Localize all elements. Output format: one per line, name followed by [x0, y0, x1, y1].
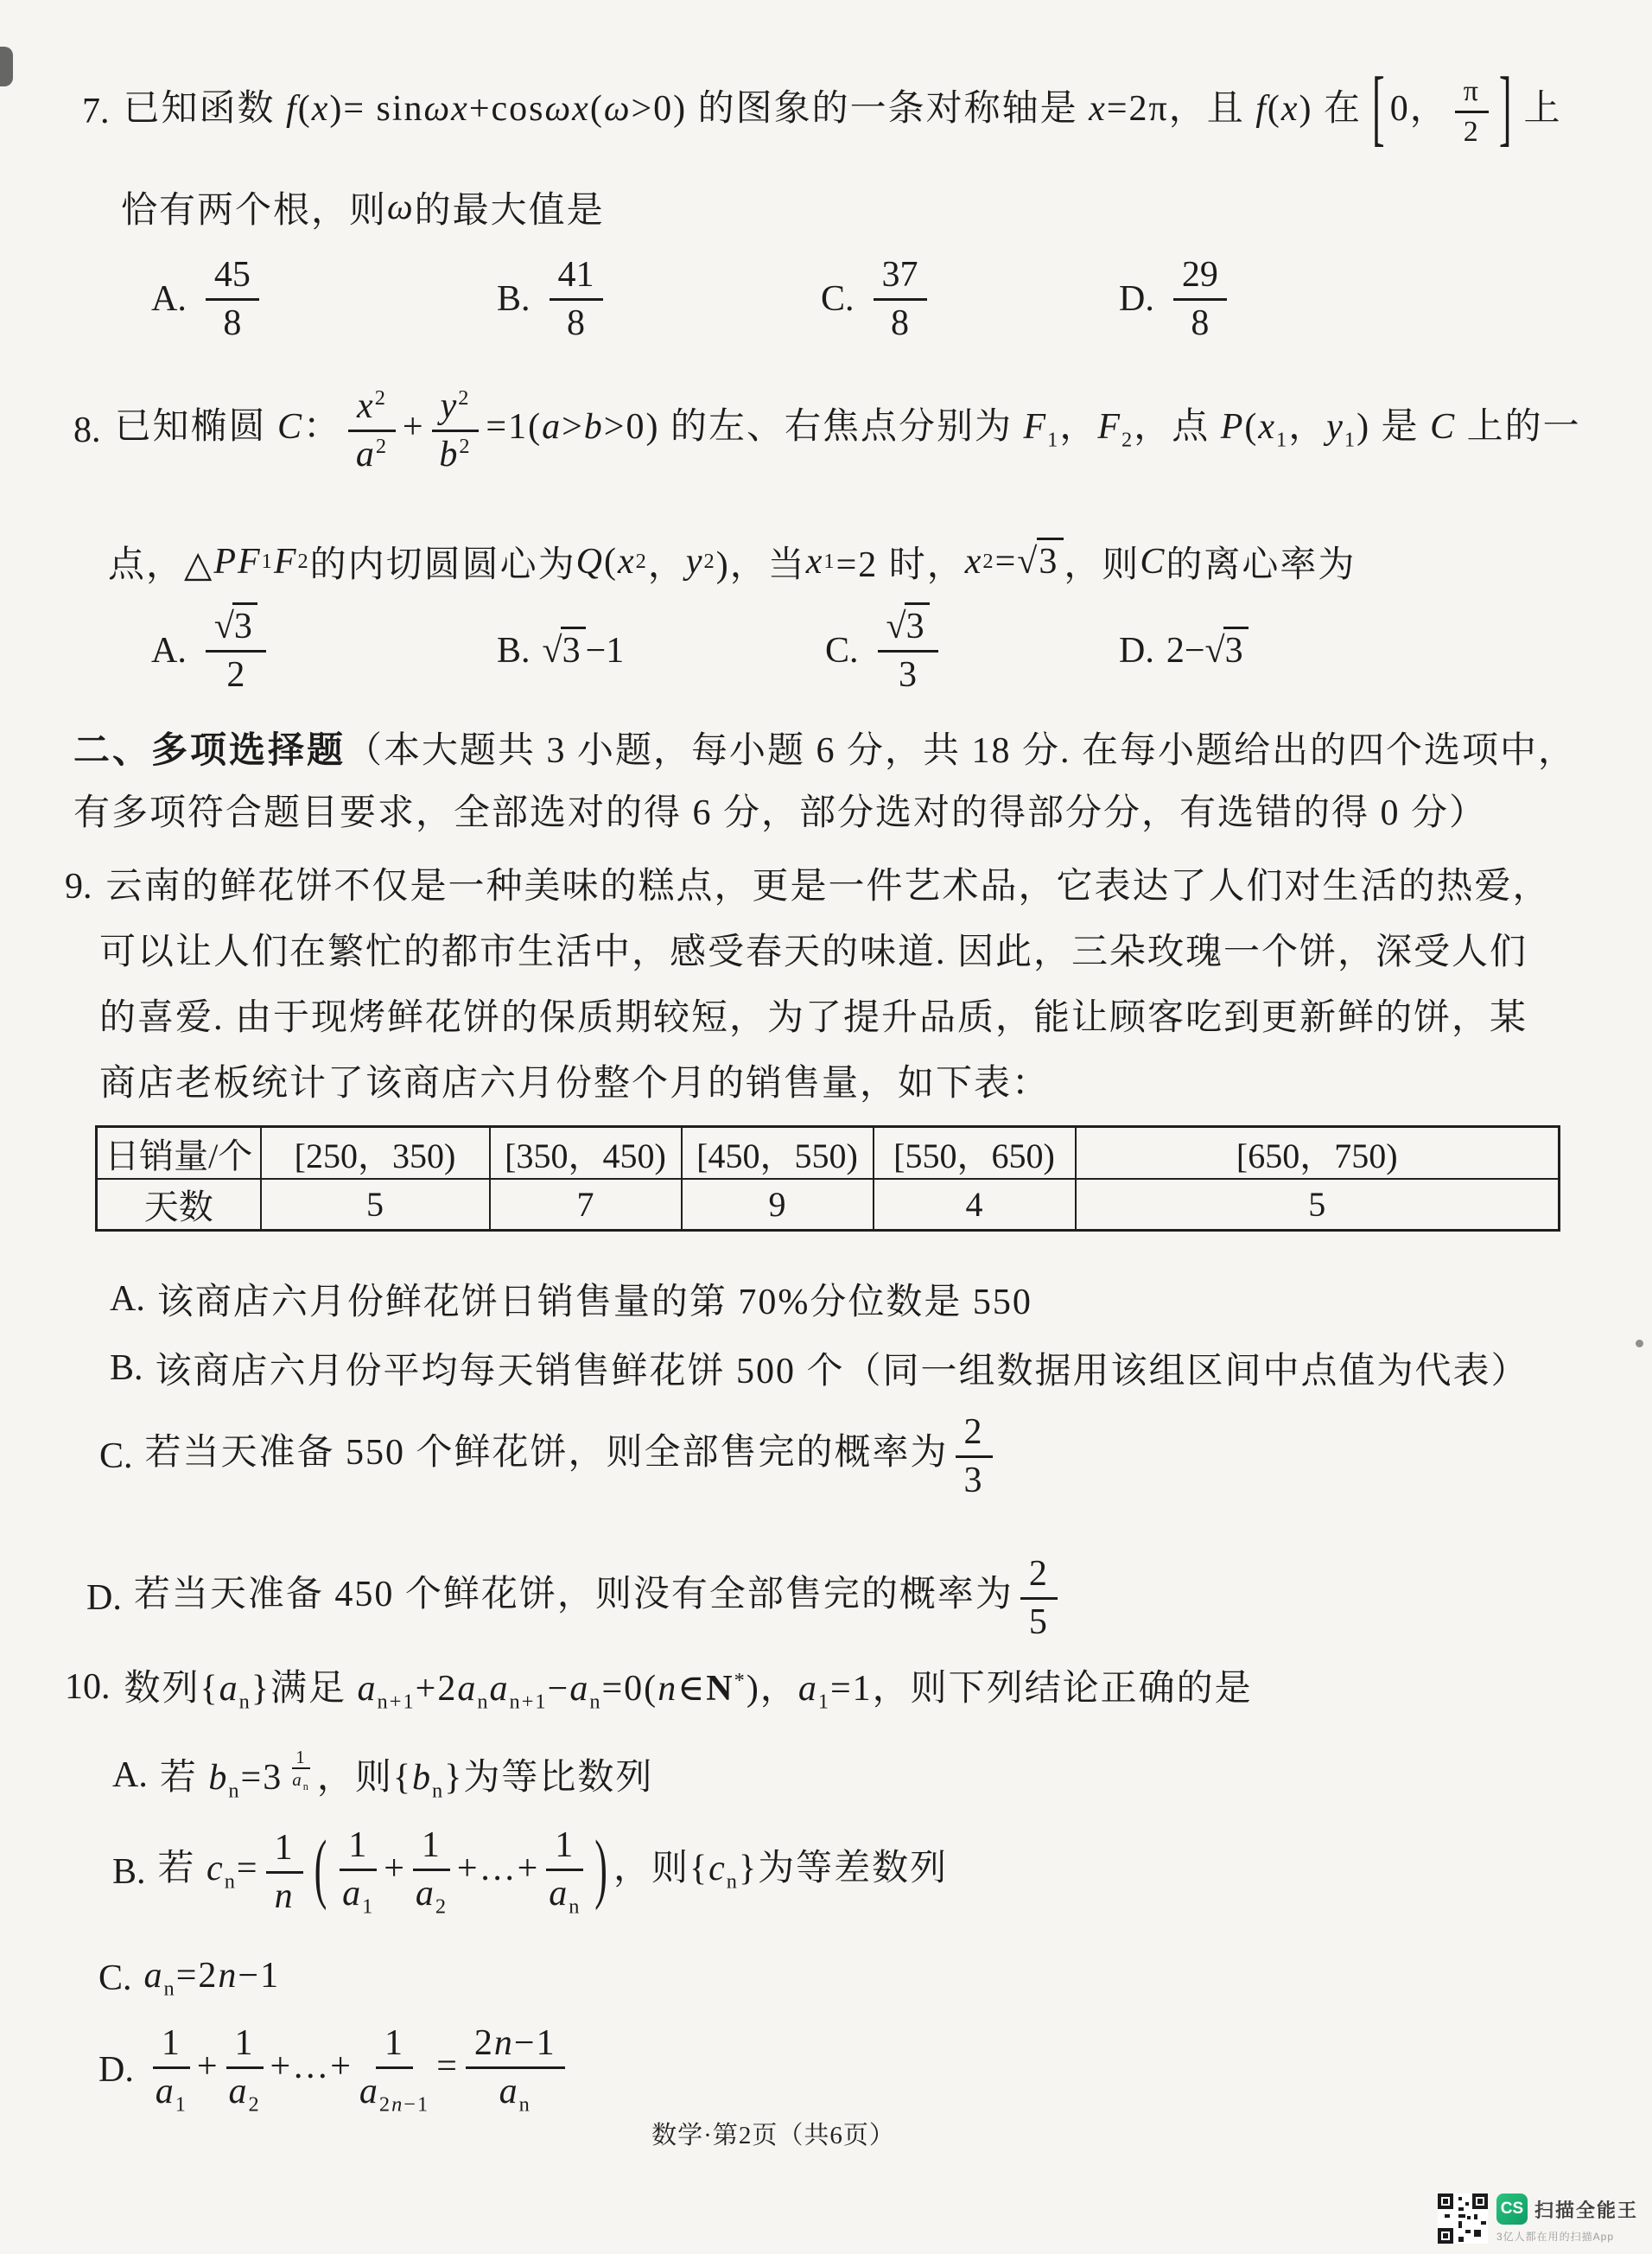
sales-table	[95, 1125, 1560, 1232]
table-cell: [650，750)	[1076, 1127, 1560, 1180]
option-label: D.	[86, 1578, 122, 1618]
question-number: 9.	[65, 867, 92, 907]
question-7-options-row	[82, 251, 1590, 347]
option-value: 若当天准备 550 个鲜花饼，则全部售完的概率为 $\frac{2}{3}$	[145, 1413, 1000, 1499]
option-label: D.	[1119, 631, 1154, 671]
table-cell: 5	[261, 1179, 490, 1231]
option-c	[99, 1411, 1604, 1501]
question-number: 7.	[82, 92, 110, 131]
question-stem: 云南的鲜花饼不仅是一种美味的糕点，更是一件艺术品，它表达了人们对生活的热爱，	[105, 867, 1551, 907]
option-label: A.	[151, 279, 187, 319]
question-10	[65, 1659, 1610, 2114]
option-value: $\frac{29}{8}$	[1166, 256, 1234, 341]
option-value: 若当天准备 450 个鲜花饼，则没有全部售完的概率为 $\frac{2}{5}$	[134, 1555, 1064, 1640]
question-8-stem-line-1	[73, 370, 1596, 491]
option-label: B.	[497, 631, 531, 671]
option-value: 该商店六月份平均每天销售鲜花饼 500 个（同一组数据用该组区间中点值为代表）	[155, 1352, 1529, 1391]
table-cell: [250，350)	[261, 1127, 490, 1180]
question-stem: 已知椭圆 C： $\frac{x^2}{a^2}$ + $\frac{y^2}{b^2}$ =1(a>b>0) 的左、右焦点分别为 $F_1$，$F_2$，点 $P(x_1$，$y_1$) 是 C 上的一	[114, 386, 1581, 474]
section-2-header	[73, 720, 1601, 844]
scanner-app-tagline: 3亿人都在用的扫描App	[1496, 2231, 1615, 2243]
scan-artifact-dot	[1636, 1340, 1643, 1347]
table-cell: [350，450)	[490, 1127, 682, 1180]
option-c	[821, 251, 934, 347]
option-value: 若 $c_n=$ $\frac{1}{n}$ ( $\frac{1}{a_1}$ + $\frac{1}{a_2}$ +…+ $\frac{1}{a_n}$ ) ，则$\{c_n\}$为等差数列	[157, 1824, 949, 1918]
table-row-days	[97, 1179, 1560, 1231]
option-a	[110, 1275, 1604, 1323]
option-d	[86, 1553, 1604, 1643]
option-value: 若 $b_n=3$ 1 $a_n$ ，则$\{b_n\}$为等比数列	[159, 1746, 654, 1803]
table-cell: 5	[1076, 1179, 1560, 1231]
table-cell: [550，650)	[874, 1127, 1076, 1180]
option-label: A.	[151, 631, 187, 671]
question-stem: 数列$\{a_n\}$满足 $a_{n+1}+2a_na_{n+1}-a_n=0(n\in N^*)$，$a_1=1$，则下列结论正确的是	[124, 1669, 1253, 1714]
scanner-watermark	[1438, 2192, 1638, 2245]
option-d	[98, 2023, 1610, 2116]
option-b	[110, 1344, 1604, 1392]
option-label: D.	[98, 2050, 134, 2090]
option-a	[112, 1737, 1610, 1813]
question-9-stem-line-4: 商店老板统计了该商店六月份整个月的销售量，如下表：	[99, 1064, 1051, 1104]
scanner-app-name: 扫描全能王	[1534, 2199, 1638, 2221]
option-value: $\frac{1}{a_1}$ + $\frac{1}{a_2}$ +…+ $\frac{1}{a_{2n-1}}$ = $\frac{2n-1}{a_n}$	[146, 2024, 572, 2115]
page-footer: 数学·第2页（共6页）	[651, 2122, 895, 2149]
option-label: A.	[110, 1279, 145, 1319]
option-label: C.	[98, 1958, 132, 1998]
option-c	[98, 1955, 1610, 2002]
question-number: 8.	[73, 411, 101, 450]
option-label: A.	[112, 1755, 148, 1795]
option-label: C.	[821, 279, 855, 319]
option-label: D.	[1119, 279, 1154, 319]
option-label: C.	[99, 1436, 133, 1476]
section-header-line-1: 二、多项选择题（本大题共 3 小题，每小题 6 分，共 18 分. 在每小题给出的四个选项中，	[73, 731, 1577, 771]
table-row-daily-sales	[97, 1127, 1560, 1180]
option-value: $\frac{√3}{3}$	[871, 608, 945, 693]
question-9-stem-line-2: 可以让人们在繁忙的都市生活中，感受春天的味道. 因此，三朵玫瑰一个饼，深受人们	[99, 933, 1528, 972]
camscanner-logo-icon: CS	[1496, 2194, 1528, 2225]
question-9-stem-line-1	[65, 854, 1604, 920]
option-d	[1119, 607, 1249, 695]
option-label: C.	[825, 631, 859, 671]
option-label: B.	[110, 1348, 143, 1388]
option-value: $\frac{√3}{2}$	[199, 608, 273, 693]
question-7-stem-line-1	[82, 60, 1590, 162]
question-10-stem	[65, 1659, 1610, 1715]
option-value: 该商店六月份鲜花饼日销售量的第 70%分位数是 550	[156, 1283, 1032, 1322]
option-value: $\frac{41}{8}$	[543, 256, 610, 341]
scan-artifact-left-edge	[0, 47, 13, 86]
option-b	[112, 1824, 1610, 1918]
table-cell: [450，550)	[682, 1127, 874, 1180]
question-9	[65, 854, 1604, 1643]
option-label: B.	[497, 279, 531, 319]
option-d	[1119, 251, 1234, 347]
option-a	[151, 251, 266, 347]
question-10-options	[98, 1737, 1610, 2116]
option-c	[825, 607, 945, 695]
option-b	[497, 251, 610, 347]
option-value: √3 −1	[543, 630, 625, 672]
option-value: $\frac{37}{8}$	[867, 256, 934, 341]
question-8-stem-line-2: 点，△ PF 1 F 2 的内切圆圆心为 Q ( x 2 ， y 2 )，当 x 1 =2 时， x 2 = √3 ，则 C 的离心率为	[73, 536, 1596, 588]
table-cell: 日销量/个	[97, 1127, 261, 1180]
option-value: 2−√3	[1166, 630, 1249, 672]
question-9-stem-line-3: 的喜爱. 由于现烤鲜花饼的保质期较短，为了提升品质，能让顾客吃到更新鲜的饼，某	[99, 998, 1528, 1038]
qr-code-icon	[1438, 2192, 1488, 2245]
option-label: B.	[112, 1852, 146, 1892]
table-cell: 9	[682, 1179, 874, 1231]
table-cell: 7	[490, 1179, 682, 1231]
table-cell: 天数	[97, 1179, 261, 1231]
question-7-stem-line-2: 恰有两个根，则 ω 的最大值是	[121, 188, 605, 231]
question-8-options-row	[73, 607, 1596, 695]
question-9-options	[86, 1275, 1604, 1643]
scanner-watermark-text	[1496, 2194, 1638, 2244]
table-cell: 4	[874, 1179, 1076, 1231]
option-value: $\frac{45}{8}$	[199, 256, 266, 341]
question-stem: 已知函数 f(x)= sinωx+cosωx(ω>0) 的图象的一条对称轴是 x=2π，且 f(x) 在 [0， $\frac{\pi}{2}$ ] 上	[123, 60, 1562, 156]
section-header-line-2: 有多项符合题目要求，全部选对的得 6 分，部分选对的得部分分，有选错的得 0 分）	[73, 793, 1488, 833]
question-7	[82, 60, 1590, 347]
question-number: 10.	[65, 1667, 111, 1707]
question-8	[73, 370, 1596, 695]
option-a	[151, 607, 273, 695]
option-value: $a_n=2n-1$	[143, 1956, 281, 2001]
option-b	[497, 607, 624, 695]
